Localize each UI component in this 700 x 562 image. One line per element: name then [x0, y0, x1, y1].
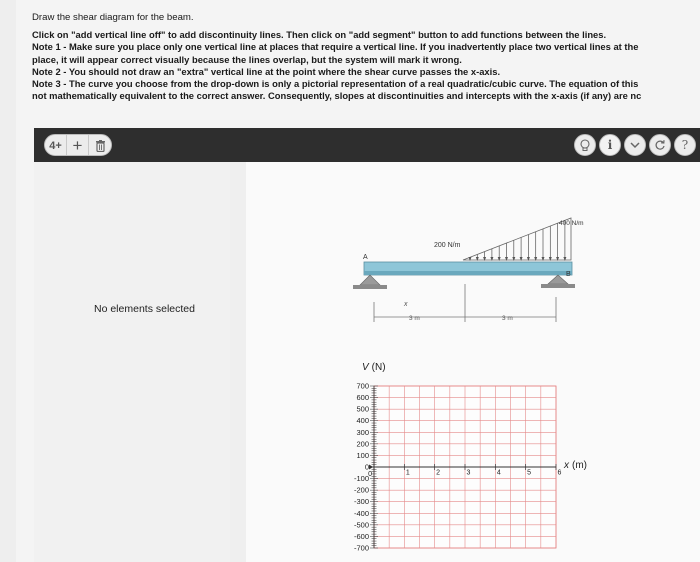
y-tick-label: -400: [353, 508, 369, 518]
beam-shade: [364, 271, 572, 275]
x-tick-label: 2: [436, 469, 441, 477]
dim-x-label: x: [404, 301, 408, 308]
y-tick-label: -100: [353, 474, 369, 484]
x-tick-label: 4: [496, 469, 501, 477]
dropdown-button[interactable]: [624, 134, 646, 156]
shear-graph[interactable]: [354, 382, 562, 553]
load-right-label: 400 N/m: [559, 220, 584, 227]
note-1-cont: place, it will appear correct visually because the lines overlap, but the system will mark it wrong.: [32, 53, 462, 65]
plus-icon: +: [72, 136, 83, 155]
support-a: [360, 275, 380, 285]
instructions: [32, 12, 700, 102]
trash-icon: [95, 140, 106, 152]
canvas-svg: [246, 162, 700, 562]
support-b-label: B: [566, 271, 571, 278]
support-a-base: [353, 285, 387, 289]
x-tick-label: 0: [368, 471, 372, 478]
toolbar: [34, 128, 700, 162]
y-tick-label: -500: [353, 520, 369, 530]
distributed-load-triangle: [463, 218, 571, 260]
help-button[interactable]: [674, 134, 696, 156]
workspace: [34, 162, 700, 562]
add-vertical-line-button[interactable]: [45, 135, 67, 156]
y-tick-label: -700: [353, 543, 369, 553]
note-1: Note 1 - Make sure you place only one vertical line at places that require a vertical line. If you inadvertently place two vertical lines at the: [32, 41, 639, 53]
y-tick-label: -300: [353, 497, 369, 507]
bulb-icon: [579, 139, 591, 152]
delete-button[interactable]: [89, 135, 111, 156]
reset-button[interactable]: [649, 134, 671, 156]
y-tick-label: -600: [353, 531, 369, 541]
y-tick-label: 600: [356, 393, 369, 403]
x-tick-label: 5: [527, 469, 532, 477]
help-icon: ?: [681, 138, 689, 152]
tool-group: [44, 134, 112, 156]
note-2: Note 2 - You should not draw an "extra" vertical line at the point where the shear curve passes the x-axis.: [32, 65, 501, 77]
y-tick-label: 200: [356, 439, 369, 449]
vertical-line-icon: 4+: [49, 140, 62, 152]
x-tick-label: 3: [466, 469, 471, 477]
y-tick-label: 400: [356, 416, 369, 426]
chevron-down-icon: [630, 142, 640, 149]
selection-status: No elements selected: [94, 303, 195, 315]
y-tick-label: 500: [356, 404, 369, 414]
y-tick-label: 0: [364, 462, 369, 472]
x-tick-label: 1: [405, 469, 410, 477]
x-axis-arrow: [369, 465, 373, 470]
x-axis-label: x (m): [564, 460, 587, 471]
support-b: [548, 275, 568, 284]
hint-button[interactable]: [574, 134, 596, 156]
beam-figure: [353, 218, 584, 322]
note-3: Note 3 - The curve you choose from the drop-down is only a pictorial representation of a real quadratic/cubic curve. The equation of this: [32, 78, 639, 90]
y-tick-label: 700: [356, 381, 369, 391]
info-button[interactable]: [599, 134, 621, 156]
support-b-base: [541, 284, 575, 288]
x-tick-label: 6: [557, 469, 562, 477]
y-tick-label: -200: [353, 485, 369, 495]
instruction-line: Click on "add vertical line off" to add discontinuity lines. Then click on "add segment" button to add functions between the lines.: [32, 29, 607, 41]
tool-group-right: [574, 134, 696, 156]
info-icon: i: [607, 138, 613, 152]
load-left-label: 200 N/m: [434, 242, 461, 249]
load-arrows: [469, 220, 567, 261]
add-segment-button[interactable]: [67, 135, 89, 156]
drawing-canvas[interactable]: [246, 162, 700, 562]
properties-panel: [34, 162, 230, 562]
undo-icon: [654, 139, 666, 151]
y-axis-label: V (N): [362, 362, 386, 373]
note-3-cont: not mathematically equivalent to the correct answer. Consequently, slopes at discontinuities and intercepts with the x-axis (if any) are nc: [32, 90, 642, 102]
dim-1-label: 3 m: [409, 315, 420, 322]
dim-2-label: 3 m: [502, 315, 513, 322]
y-tick-label: 100: [356, 450, 369, 460]
problem-title: Draw the shear diagram for the beam.: [32, 12, 194, 23]
y-tick-label: 300: [356, 427, 369, 437]
support-a-label: A: [363, 254, 368, 261]
